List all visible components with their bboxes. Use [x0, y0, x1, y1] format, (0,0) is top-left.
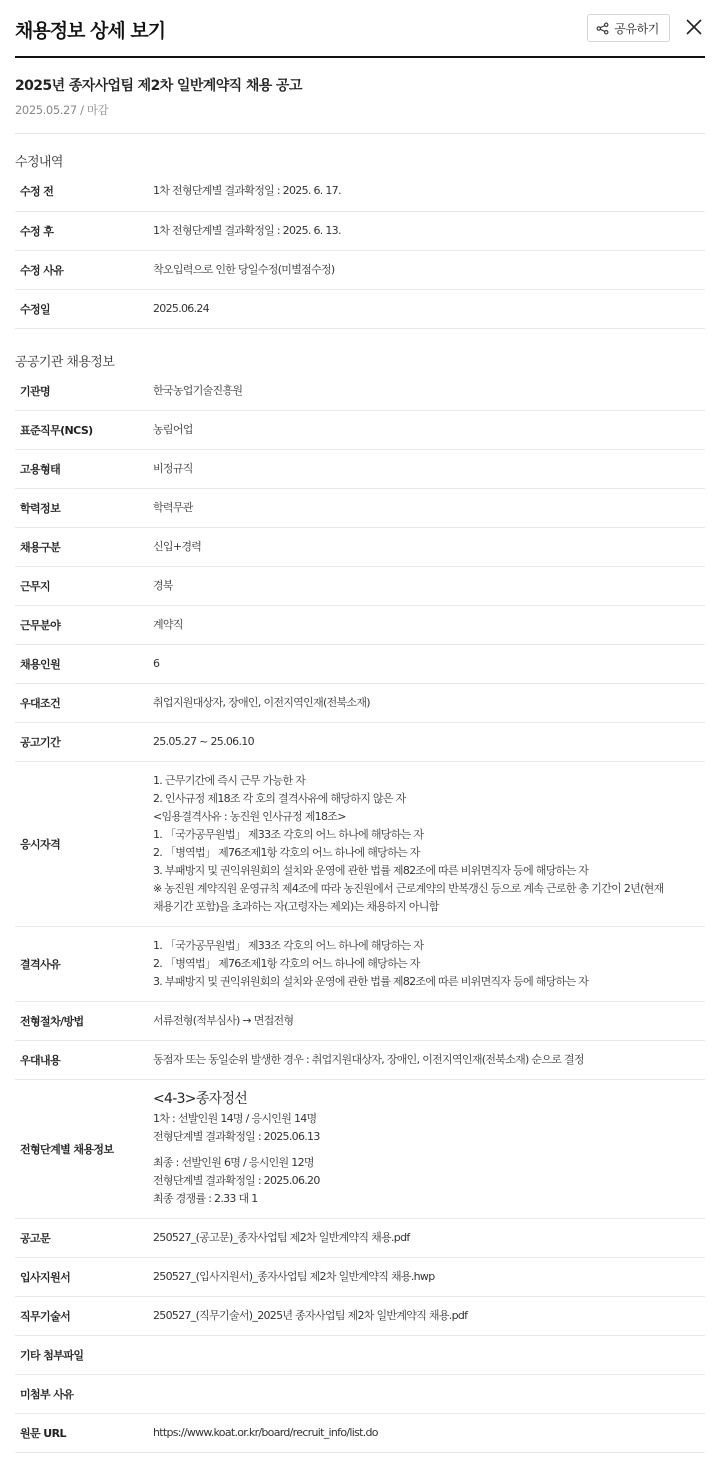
table-row [15, 1375, 705, 1414]
row-value: 1차 전형단계별 결과확정일 : 2025. 6. 13. [153, 223, 341, 237]
table-row [15, 684, 705, 723]
org-value: 한국농업기술진흥원 [153, 383, 243, 397]
table-row [15, 1414, 705, 1453]
notice-date-status: 2025.05.27 / 마감 [15, 103, 109, 117]
qualification-line: 채용기간 포함)을 초과하는 자(고령자는 제외)는 채용하지 아니함 [153, 900, 439, 913]
procedure-value: 서류전형(적부심사) → 면접전형 [153, 1014, 294, 1027]
table-row [15, 489, 705, 528]
qualification-line: ※ 농진원 계약직원 운영규칙 제4조에 따라 농진원에서 근로계약의 반복갱신 등으로 계속 근로한 총 기간이 2년(현재 [153, 882, 664, 895]
table-row [15, 450, 705, 489]
stage-line: 전형단계별 결과확정일 : 2025.06.13 [153, 1130, 320, 1143]
qualification-line: 1. 근무기간에 즉시 근무 가능한 자 [153, 774, 306, 787]
table-row [15, 411, 705, 450]
other-files-value [153, 1336, 705, 1375]
table-row [15, 289, 705, 328]
pref-content-value: 동점자 또는 동일순위 발생한 경우 : 취업지원대상자, 장애인, 이전지역인재(전북소재) 순으로 결정 [153, 1053, 584, 1066]
notice-file-label: 공고문 [20, 1232, 51, 1245]
page-title: 채용정보 상세 보기 [15, 20, 166, 42]
ncs-value: 농림어업 [153, 423, 193, 436]
recruit-type-label: 채용구분 [20, 541, 61, 554]
row-label: 수정 사유 [20, 263, 64, 277]
notice-summary [15, 58, 705, 134]
table-row [15, 1258, 705, 1297]
table-row [15, 172, 705, 211]
employment-label: 고용형태 [20, 463, 61, 476]
close-icon [683, 16, 705, 38]
table-row [15, 250, 705, 289]
qualification-line: 3. 부패방지 및 권익위원회의 설치와 운영에 관한 법률 제82조에 따른 비위면직자 등에 해당하는 자 [153, 864, 589, 877]
stage-heading: <4-3>종자정선 [153, 1091, 248, 1107]
spacer [153, 1146, 705, 1154]
table-row [15, 528, 705, 567]
table-row [15, 1336, 705, 1375]
disqualification-label: 결격사유 [20, 958, 61, 971]
table-row [15, 567, 705, 606]
stage-info-value [153, 1080, 705, 1219]
notice-title: 2025년 종자사업팀 제2차 일반계약직 채용 공고 [15, 78, 302, 94]
qualification-line: <임용결격사유 : 농진원 인사규정 제18조> [153, 810, 346, 823]
source-url-link[interactable]: https://www.koat.or.kr/board/recruit_info/list.do [153, 1426, 378, 1439]
qualification-line: 2. 인사규정 제18조 각 호의 결격사유에 해당하지 않은 자 [153, 792, 406, 805]
preference-value: 취업지원대상자, 장애인, 이전지역인재(전북소재) [153, 696, 370, 709]
qualification-value [153, 762, 705, 927]
period-label: 공고기간 [20, 736, 61, 749]
revision-section-title: 수정내역 [15, 155, 63, 170]
row-value: 2025.06.24 [153, 301, 209, 315]
close-button[interactable] [683, 16, 705, 38]
headcount-value: 6 [153, 657, 160, 670]
share-icon [596, 22, 609, 35]
table-row [15, 1002, 705, 1041]
table-row [15, 211, 705, 250]
stage-info-label: 전형단계별 채용정보 [20, 1143, 114, 1156]
field-label: 근무분야 [20, 619, 61, 632]
stage-line: 전형단계별 결과확정일 : 2025.06.20 [153, 1174, 320, 1187]
row-value: 착오입력으로 인한 당일수정(미별점수정) [153, 262, 335, 276]
table-row [15, 1219, 705, 1258]
qualification-label: 응시자격 [20, 838, 61, 851]
stage-line: 최종 경쟁률 : 2.33 대 1 [153, 1192, 258, 1205]
org-label: 기관명 [20, 384, 51, 398]
qualification-line: 1. 「국가공무원법」 제33조 각호의 어느 하나에 해당하는 자 [153, 828, 424, 841]
recruit-type-value: 신입+경력 [153, 540, 202, 553]
source-url-label: 원문 URL [20, 1427, 66, 1440]
application-file-link[interactable]: 250527_(입사지원서)_종자사업팀 제2차 일반계약직 채용.hwp [153, 1270, 435, 1283]
employment-value: 비정규직 [153, 462, 193, 475]
pref-content-label: 우대내용 [20, 1054, 61, 1067]
disqualification-value [153, 927, 705, 1002]
info-section-title: 공공기관 채용정보 [15, 354, 115, 370]
missing-reason-label: 미첨부 사유 [20, 1388, 74, 1401]
preference-label: 우대조건 [20, 697, 61, 710]
period-value: 25.05.27 ~ 25.06.10 [153, 735, 254, 748]
share-button-label: 공유하기 [614, 21, 659, 36]
stage-line: 최종 : 선발인원 6명 / 응시인원 12명 [153, 1156, 314, 1169]
row-value: 1차 전형단계별 결과확정일 : 2025. 6. 17. [153, 184, 341, 198]
revision-table [15, 172, 705, 329]
stage-line: 1차 : 선발인원 14명 / 응시인원 14명 [153, 1112, 317, 1125]
share-button[interactable] [587, 14, 670, 42]
other-files-label: 기타 첨부파일 [20, 1349, 84, 1362]
ncs-label: 표준직무(NCS) [20, 424, 93, 437]
application-file-label: 입사지원서 [20, 1271, 71, 1284]
table-row [15, 606, 705, 645]
job-desc-file-label: 직무기술서 [20, 1310, 71, 1323]
table-row [15, 762, 705, 927]
notice-file-link[interactable]: 250527_(공고문)_종자사업팀 제2차 일반계약직 채용.pdf [153, 1231, 410, 1244]
disqualification-line: 2. 「병역법」 제76조제1항 각호의 어느 하나에 해당하는 자 [153, 957, 420, 970]
procedure-label: 전형절차/방법 [20, 1015, 84, 1028]
education-label: 학력정보 [20, 502, 61, 515]
headcount-label: 채용인원 [20, 658, 61, 671]
missing-reason-value [153, 1375, 705, 1414]
job-desc-file-link[interactable]: 250527_(직무기술서)_2025년 종자사업팀 제2차 일반계약직 채용.pdf [153, 1309, 468, 1322]
table-row [15, 372, 705, 411]
disqualification-line: 3. 부패방지 및 권익위원회의 설치와 운영에 관한 법률 제82조에 따른 비위면직자 등에 해당하는 자 [153, 975, 589, 988]
education-value: 학력무관 [153, 501, 193, 514]
table-row [15, 1297, 705, 1336]
table-row [15, 645, 705, 684]
recruit-info-table [15, 372, 705, 1454]
table-row [15, 1041, 705, 1080]
field-value: 계약직 [153, 618, 183, 631]
table-row [15, 723, 705, 762]
row-label: 수정 전 [20, 185, 54, 199]
page-header [15, 0, 705, 58]
disqualification-line: 1. 「국가공무원법」 제33조 각호의 어느 하나에 해당하는 자 [153, 939, 424, 952]
location-value: 경북 [153, 579, 173, 592]
table-row [15, 1080, 705, 1219]
row-label: 수정일 [20, 302, 51, 316]
table-row [15, 927, 705, 1002]
qualification-line: 2. 「병역법」 제76조제1항 각호의 어느 하나에 해당하는 자 [153, 846, 420, 859]
row-label: 수정 후 [20, 224, 54, 238]
location-label: 근무지 [20, 580, 51, 593]
